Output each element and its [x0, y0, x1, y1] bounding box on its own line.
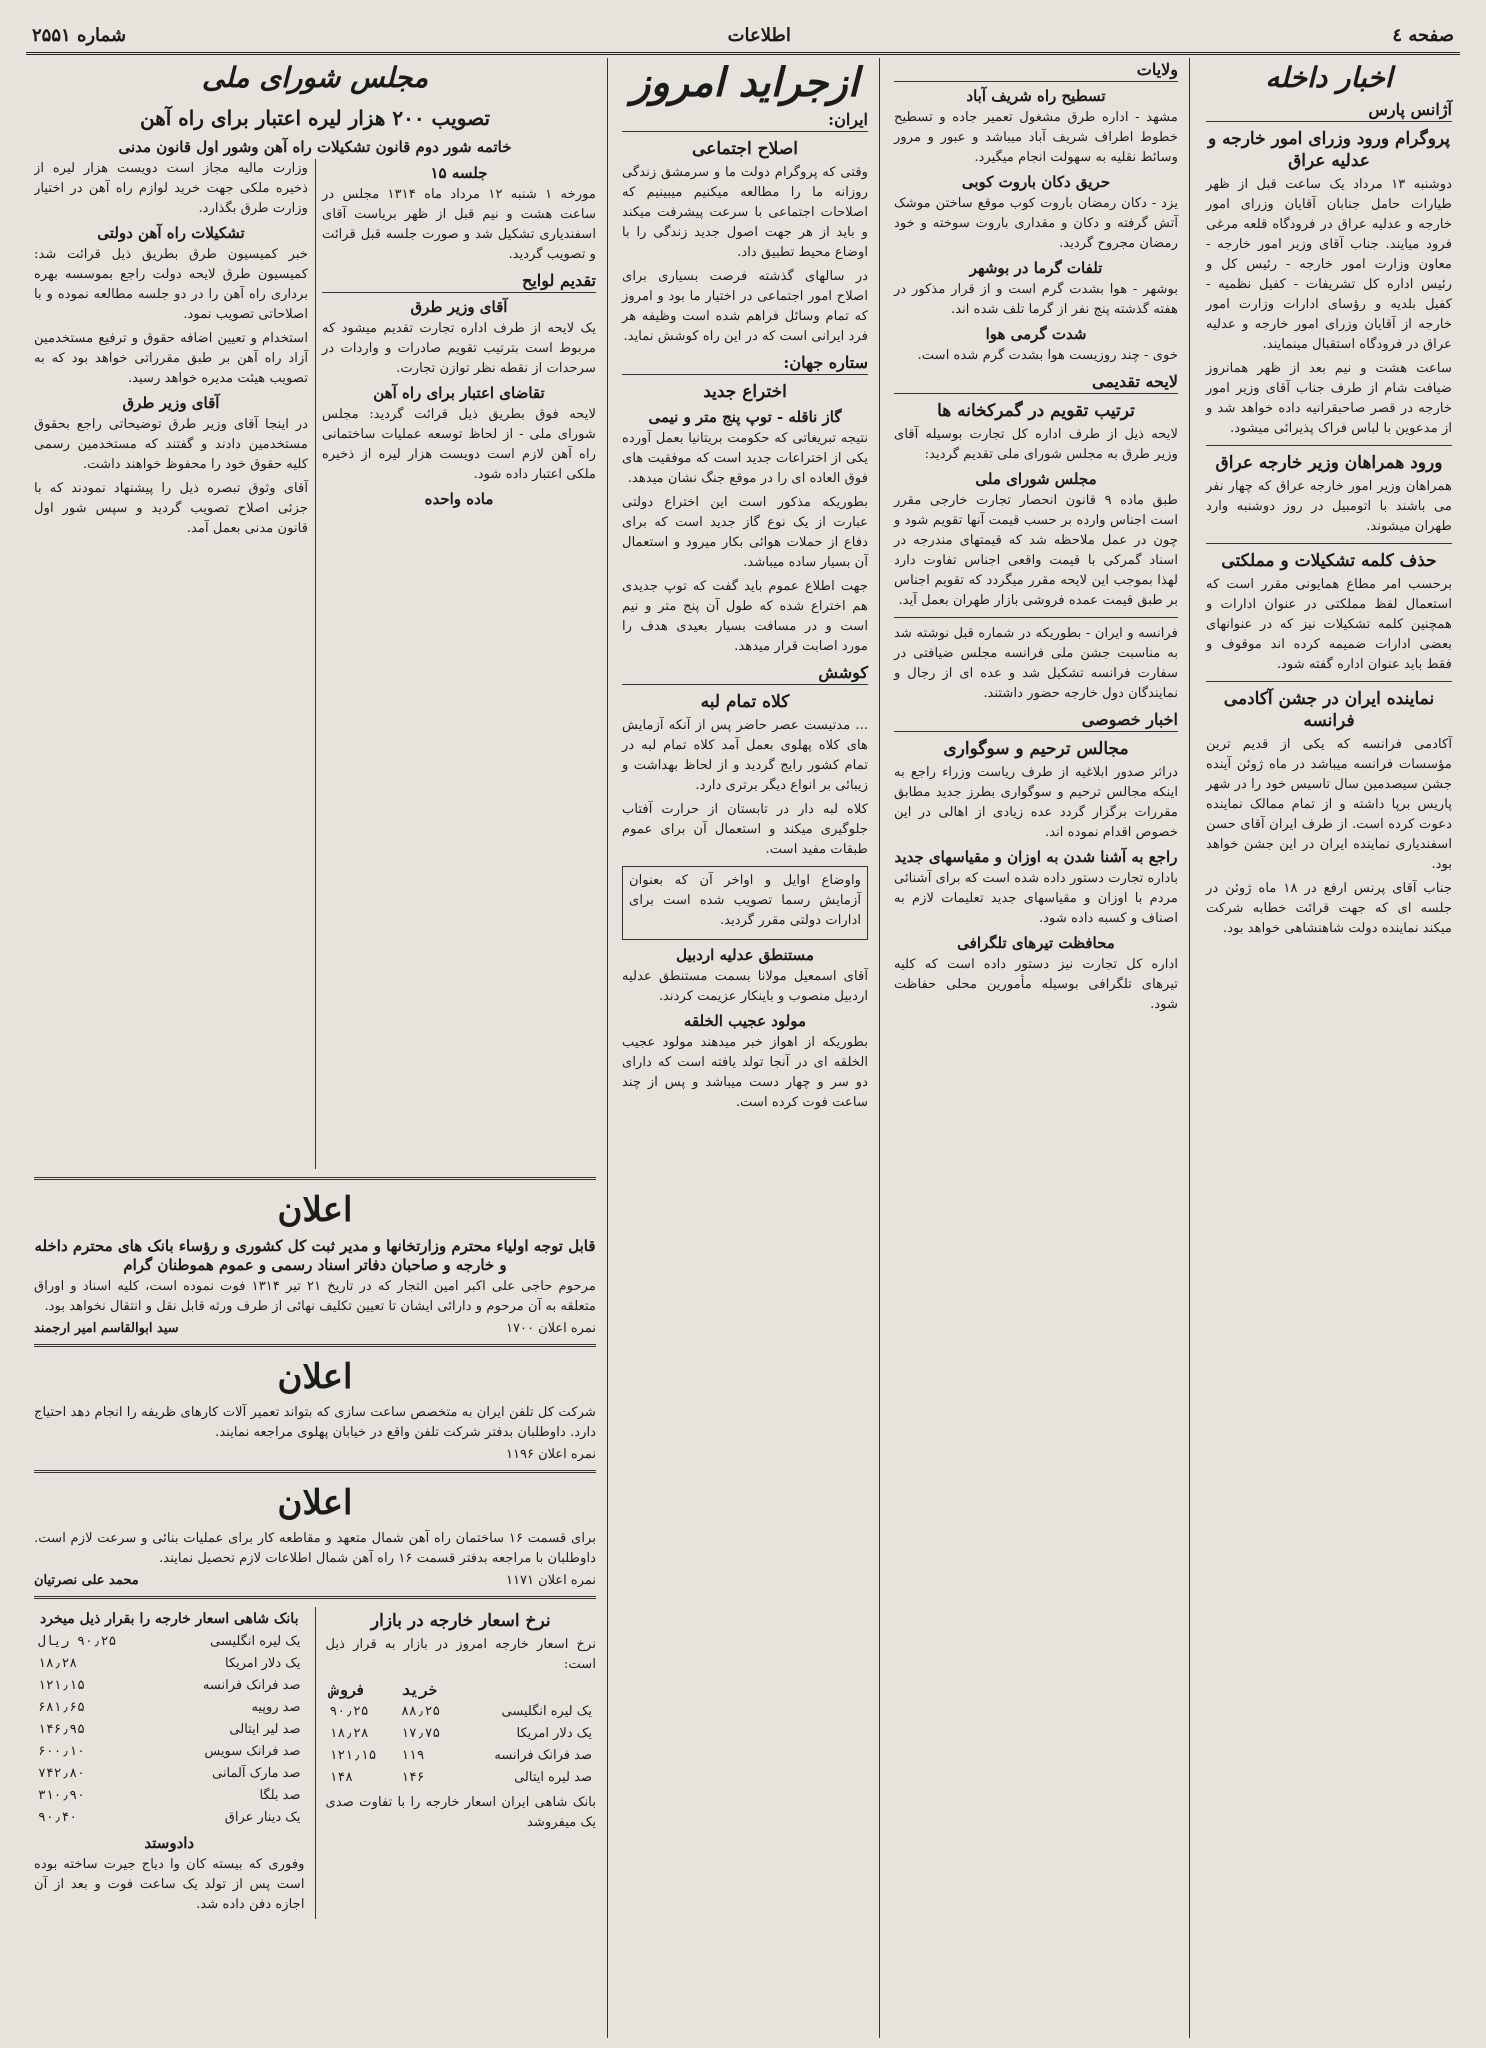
- decree-title: دادوستد: [144, 1834, 195, 1852]
- headline: راجع به آشنا شدن به اوزان و مقیاسهای جدید: [894, 848, 1178, 866]
- ad-number: نمره اعلان ۱۱۷۱: [506, 1573, 596, 1588]
- paper-name: اطلاعات: [727, 24, 791, 46]
- article-text: طبق ماده ۹ قانون انحصار تجارت خارجی مقرر است اجناس وارده بر حسب قیمت آنها تقویم شود و چون در عمل ملاحظه شد که قیمتهای مندرجه در اسناد گمرکی با قیمت واقعی اجناس تفاوت دارد لهذا بموجب این لایحه مقرر میگردد که تقویم اجناس بر طبق قیمت عمده فروشی بازار طهران بعمل آید.: [894, 493, 1178, 608]
- headline: حذف کلمه تشکیلات و مملکتی: [1221, 551, 1437, 571]
- ad-number: نمره اعلان ۱۱۹۶: [506, 1447, 596, 1462]
- headline: اصلاح اجتماعی: [692, 139, 798, 159]
- headline: ورود همراهان وزیر خارجه عراق: [1215, 453, 1443, 473]
- article-text: لایحه فوق بطریق ذیل قرائت گردید: مجلس شورای ملی - از لحاظ توسعه عملیات ساختمانی راه آهن لازم است دویست هزار لیره از ذخیره ملکی اعتبار داده شود.: [322, 407, 596, 482]
- headline: تشکیلات راه آهن دولتی: [97, 224, 245, 242]
- bank-rates-table: [34, 1631, 305, 1829]
- article-text: آکادمی فرانسه که یکی از قدیم ترین مؤسسات فرانسه میباشد در ماه ژوئن آینده جشن سیصدمین سال تاسیس خود را در شهر پاریس برپا داشته و از تمام ممالک نماینده دعوت کرده است. از طرف ایران آقای حسن اسفندیاری نماینده ایران در این جشن خواهد بود.: [1206, 737, 1452, 872]
- subsection-title: لایحه تقدیمی: [894, 370, 1178, 394]
- ad-text: مرحوم حاجی علی اکبر امین التجار که در تاریخ ۲۱ تیر ۱۳۱۴ فوت نموده است، کلیه اسناد و اوراق متعلقه به آن مرحوم و دارائی ایشان تا تعیین تکلیف نهائی از طرف ورثه قابل نقل و انتقال نخواهد بود.: [34, 1279, 596, 1314]
- table-row: صد مارک آلمانی ۷۴۲٫۸۰: [38, 1766, 301, 1781]
- ad-footer: [34, 1573, 596, 1588]
- article-text: استخدام و تعیین اضافه حقوق و ترفیع مستخدمین آزاد راه آهن بر طبق مقرراتی خواهد بود که به تصویب هیئت مدیره خواهد رسید.: [34, 331, 308, 386]
- article-text: همراهان وزیر امور خارجه عراق که چهار نفر می باشند با اتومبیل در روز دوشنبه وارد طهران میشوند.: [1206, 479, 1452, 534]
- article-text: لایحه ذیل از طرف اداره کل تجارت بوسیله آقای وزیر طرق به مجلس شورای ملی تقدیم گردید:: [894, 427, 1178, 462]
- article-text: دوشنبه ۱۳ مرداد یک ساعت قبل از ظهر طیارات حامل جنابان آقایان وزرای امور خارجه و عدلیه عراق در فرودگاه قلعه مرغی فرود میایند. جناب آقای وزیر امور خارجه - معاون وزارت امور خارجه - رئیس کل و رئیس اداره کل تشریفات - کفیل نظمیه - کفیل بلدیه و رؤسای ادارات وزارت امور خارجه از آقایان وزرای امور خارجه و عدلیه عراق در فرودگاه استقبال مینمایند.: [1206, 177, 1452, 352]
- article-text: وزارت مالیه مجاز است دویست هزار لیره از ذخیره ملکی جهت خرید لوازم راه آهن در اختیار وزارت طرق بگذارد.: [34, 161, 308, 216]
- headline: ترتیب تقویم در گمرکخانه ها: [937, 401, 1135, 421]
- rates-note: بانک شاهی ایران اسعار خارجه را با تفاوت صدی یک میفروشد: [325, 1795, 596, 1830]
- rates-area: [34, 1607, 596, 1919]
- table-row: صد فرانک سویس ۶۰۰٫۱۰: [38, 1744, 301, 1759]
- column-parliament: [26, 58, 604, 2038]
- article-text: برحسب امر مطاع همایونی مقرر است که استعمال لفظ مملکتی در عنوان ادارات و همچنین کلمه تشکیلات نیز که در عنوانهای بعضی ادارات ضمیمه کرده اند موقوف و فقط باید عنوان اداره گفته شود.: [1206, 577, 1452, 672]
- article-text: ساعت هشت و نیم بعد از ظهر همانروز ضیافت شام از طرف جناب آقای وزیر امور خارجه در قصر صاحبقرانیه داده خواهد شد و از مدعوین با لباس فراک پذیرائی میشود.: [1206, 361, 1452, 436]
- headline: مولود عجیب الخلقه: [683, 1012, 807, 1030]
- article-text: بطوریکه مذکور است این اختراع دولتی عبارت از یک نوع گاز جدید است که برای دفاع از حملات هوائی بکار میرود و استعمال آن بسیار ساده میباشد.: [622, 495, 868, 570]
- issue-number: شماره ۲۵۵۱: [32, 24, 127, 46]
- ad-text: برای قسمت ۱۶ ساختمان راه آهن شمال متعهد و مقاطعه کار برای عملیات بنائی و سرعت لازم است. داوطلبان با مراجعه بدفتر قسمت ۱۶ راه آهن شمال اطلاعات لازم تحصیل نمایند.: [34, 1531, 596, 1566]
- ad-title: اعلان: [277, 1357, 353, 1397]
- article-text: نتیجه تبریغاتی که حکومت بریتانیا بعمل آورده یکی از اختراعات جدید است که موفقیت های فوق العاده ای را در موقع جنگ نشان میدهد.: [622, 431, 868, 486]
- decree-text: وفوری که بیسته کان وا دیاج جیرت ساخته بوده است پس از تولد یک ساعت فوت و بعد از آن اجازه دفن داده شد.: [34, 1857, 305, 1912]
- article-text: دراثر صدور ابلاغیه از طرف ریاست وزراء راجع به اینکه مجالس ترحیم و سوگواری بطرز جدید مطابق مقررات برگزار گردد عده زیادی از اهالی در این خصوص اقدام نموده اند.: [894, 765, 1178, 840]
- headline: تلفات گرما در بوشهر: [969, 259, 1103, 277]
- columns: [26, 58, 1460, 2038]
- headline: تسطیح راه شریف آباد: [966, 87, 1106, 105]
- subheadline: خاتمه شور دوم قانون تشکیلات راه آهن وشور اول قانون مدنی: [118, 138, 512, 156]
- ad-headline: قابل توجه اولیاء محترم وزارتخانها و مدیر ثبت کل کشوری و رؤساء بانک های محترم داخله و خارجه و صاحبان دفاتر اسناد رسمی و عموم هموطنان گرام: [34, 1237, 596, 1274]
- article-text: مشهد - اداره طرق مشغول تعمیر جاده و تسطیح خطوط اطراف شریف آباد میباشد و عبور و مرور وسائط نقلیه به سهولت انجام میگیرد.: [894, 110, 1178, 165]
- ad-footer: [34, 1321, 596, 1336]
- notice-box: [622, 866, 868, 940]
- market-rates-table: [326, 1679, 597, 1789]
- headline: شدت گرمی هوا: [985, 325, 1087, 343]
- headline: حریق دکان باروت کوبی: [961, 173, 1111, 191]
- column-todays-papers: [614, 58, 876, 2038]
- article-text: خبر کمیسیون طرق بطریق ذیل قرائت شد: کمیسیون طرق لایحه دولت راجع بموسسه بهره برداری راه آهن را در دو جلسه مطالعه نموده و با اصلاحاتی تصویب نمود.: [34, 247, 308, 322]
- article-text: ... مدتیست عصر حاضر پس از آنکه آزمایش های کلاه پهلوی بعمل آمد کلاه تمام لبه در تمام کشور رایج گردید و از لحاظ بهداشت و زیبائی بر انواع دیگر برتری دارد.: [622, 718, 868, 793]
- article-text: خوی - چند روزیست هوا بشدت گرم شده است.: [917, 348, 1178, 363]
- column-domestic-news: [1198, 58, 1460, 2038]
- bank-rates: [34, 1607, 305, 1919]
- table-row: یک دلار امریکا ۱۸٫۲۸: [38, 1656, 301, 1671]
- article-text: آقای اسمعیل مولانا بسمت مستنطق عدلیه اردبیل منصوب و باینکار عزیمت کردند.: [622, 969, 868, 1004]
- subsection-title: ستاره جهان:: [622, 351, 868, 375]
- rates-title: نرخ اسعار خارجه در بازار: [370, 1611, 551, 1631]
- article-text: در اینجا آقای وزیر طرق توضیحاتی راجع بحقوق مستخدمین دادند و گفتند که مستخدمین رسمی کلیه حقوق خود را محفوظ خواهند داشت.: [34, 417, 308, 472]
- headline: کلاه تمام لبه: [700, 692, 790, 712]
- subsection-title: اخبار خصوصی: [894, 708, 1178, 732]
- headline: آقای وزیر طرق: [410, 298, 508, 316]
- headline: مجالس ترحیم و سوگواری: [943, 739, 1129, 759]
- ad-number: نمره اعلان ۱۷۰۰: [506, 1321, 596, 1336]
- parliament-text-columns: [34, 159, 596, 1169]
- market-rates: [326, 1607, 597, 1919]
- ad-title: اعلان: [277, 1190, 353, 1230]
- lead-headline: تصویب ۲۰۰ هزار لیره اعتبار برای راه آهن: [139, 106, 491, 130]
- article-text: بطوریکه از اهواز خبر میدهند مولود عجیب الخلقه ای در آنجا تولد یافته است که دارای دو سر و چهار دست میباشد و پس از چند ساعت فوت کرده است.: [622, 1035, 868, 1110]
- headline: مجلس شورای ملی: [975, 470, 1097, 488]
- table-row: صد فرانک فرانسه ۱۲۱٫۱۵: [38, 1678, 301, 1693]
- article-text: کلاه لبه دار در تابستان از حرارت آفتاب جلوگیری میکند و استعمال آن برای عموم طبقات مفید است.: [622, 802, 868, 857]
- section-title: ولایات: [894, 58, 1178, 82]
- headline: آقای وزیر طرق: [122, 394, 220, 412]
- headline: گاز ناقله - توپ پنج متر و نیمی: [648, 408, 842, 426]
- table-row: یک لیره انگلیسی ۹۰٫۲۵ ریال: [38, 1634, 301, 1649]
- headline: نماینده ایران در جشن آکادمی فرانسه: [1223, 689, 1435, 731]
- ad-signature: سید ابوالقاسم امیر ارجمند: [34, 1321, 179, 1336]
- article-text: جهت اطلاع عموم باید گفت که توپ جدیدی هم اختراع شده که طول آن پنج متر و نیم است و در مسافت بسیار بعیدی هدف را مورد اصابت قرار میدهد.: [622, 579, 868, 654]
- table-row: یک لیره انگلیسی ۸۸٫۲۵ ۹۰٫۲۵: [329, 1704, 592, 1719]
- article-text: یزد - دکان رمضان باروت کوب موقع ساختن موشک آتش گرفته و دکان و مقداری باروت سوخته و خود رمضان مجروح گردید.: [894, 196, 1178, 251]
- ad-text: شرکت کل تلفن ایران به متخصص ساعت سازی که بتواند تعمیر آلات کارهای ظریفه را انجام دهد احتیاج دارد. داوطلبان بدفتر شرکت تلفن واقع در خیابان پهلوی مراجعه نمایند.: [34, 1405, 596, 1440]
- headline: محافظت تیرهای تلگرافی: [957, 934, 1115, 952]
- article-text: اداره کل تجارت نیز دستور داده است که کلیه تیرهای تلگرافی بوسیله مأمورین محلی حفاظت شود.: [894, 957, 1178, 1012]
- article-text: وقتی که پروگرام دولت ما و سرمشق زندگی روزانه ما را مطالعه میکنیم میبینیم که اصلاحات اجتماعی با سرعت پیشرفت میکند و باید از هر جهت اصول جدید زندگی را با اوضاع محیط تطبیق داد.: [622, 165, 868, 260]
- article-text: یک لایحه از طرف اداره تجارت تقدیم میشود که مربوط است بترتیب تقویم صادرات و واردات در سرحدات از نقطه نظر توازن تجارت.: [322, 321, 596, 376]
- table-row: صد بلگا ۳۱۰٫۹۰: [38, 1788, 301, 1803]
- table-row: صد روپیه ۶۸۱٫۶۵: [38, 1700, 301, 1715]
- article-text: بوشهر - هوا بشدت گرم است و از قرار مذکور در هفته گذشته پنج نفر از گرما تلف شده اند.: [894, 282, 1178, 317]
- section-title: مجلس شورای ملی: [201, 61, 429, 94]
- session-label: جلسه ۱۵: [430, 164, 488, 182]
- buy-label: خرید: [401, 1681, 438, 1699]
- table-row: صد فرانک فرانسه ۱۱۹ ۱۲۱٫۱۵: [329, 1748, 592, 1763]
- article-text: آقای وثوق تبصره ذیل را پیشنهاد نمودند که با جزئی اصلاح تصویب گردید و سپس شور اول قانون مدنی بعمل آمد.: [34, 481, 308, 536]
- rates-intro: نرخ اسعار خارجه امروز در بازار به قرار ذیل است:: [325, 1637, 596, 1672]
- subsection-title: تقدیم لوایح: [322, 269, 596, 293]
- notice-text: واوضاع اوایل و اواخر آن که بعنوان آزمایش رسما تصویب شده است برای ادارات دولتی مقرر گردید.: [629, 873, 861, 928]
- subsection-title: ایران:: [622, 108, 868, 132]
- sell-label: فروش: [329, 1681, 366, 1699]
- article-text: باداره تجارت دستور داده شده است که برای آشنائی مردم با اوزان و مقیاسهای جدید تعلیمات لازم به اصناف و کسبه داده شود.: [894, 871, 1178, 926]
- bank-rates-title: بانک شاهی اسعار خارجه را بقرار ذیل میخرد: [40, 1611, 299, 1627]
- section-title: ازجراید امروز: [631, 59, 859, 106]
- agency-label: آژانس پارس: [1206, 98, 1452, 122]
- article-text: مورخه ۱ شنبه ۱۲ مرداد ماه ۱۳۱۴ مجلس در ساعت هشت و نیم قبل از ظهر بریاست آقای اسفندیاری تشکیل شد و صورت جلسه قبل قرائت و تصویب گردید.: [322, 187, 596, 262]
- headline: مستنطق عدلیه اردبیل: [676, 946, 814, 964]
- subsection-title: کوشش: [622, 661, 868, 685]
- table-row: صد لیر ایتالی ۱۴۶٫۹۵: [38, 1722, 301, 1737]
- article-text: جناب آقای پرنس ارفع در ۱۸ ماه ژوئن در جلسه ای که جهت قرائت خطابه شرکت میکند نماینده دولت شاهنشاهی خواهد بود.: [1206, 881, 1453, 936]
- column-provinces: [886, 58, 1186, 2038]
- section-title: اخبار داخله: [1265, 61, 1393, 94]
- article-text: فرانسه و ایران - بطوریکه در شماره قبل نوشته شد به مناسبت جشن ملی فرانسه مجلس ضیافتی در سفارت فرانسه تشکیل شد و عده ای از رجال و نمایندگان دول خارجه حضور داشتند.: [894, 626, 1178, 701]
- masthead: [26, 18, 1460, 55]
- ad-signature: محمد علی نصرتیان: [34, 1573, 139, 1588]
- headline: تقاضای اعتبار برای راه آهن: [373, 384, 545, 402]
- headline: ماده واحده: [424, 490, 494, 508]
- article-text: در سالهای گذشته فرصت بسیاری برای اصلاح امور اجتماعی در اختیار ما بود و امروز که تمام وسائل فراهم شده است وظیفه هر فرد ایرانی است که در این راه کوشش نماید.: [622, 269, 868, 344]
- headline: اختراع جدید: [703, 382, 787, 402]
- ad-title: اعلان: [277, 1483, 353, 1523]
- headline: پروگرام ورود وزرای امور خارجه و عدلیه عراق: [1207, 129, 1451, 171]
- table-row: صد لیره ایتالی ۱۴۶ ۱۴۸: [329, 1770, 592, 1785]
- page-number: صفحه ٤: [1392, 24, 1454, 46]
- table-row: یک دلار امریکا ۱۷٫۷۵ ۱۸٫۲۸: [329, 1726, 592, 1741]
- table-row: یک دینار عراق ۹۰٫۴۰: [38, 1810, 301, 1825]
